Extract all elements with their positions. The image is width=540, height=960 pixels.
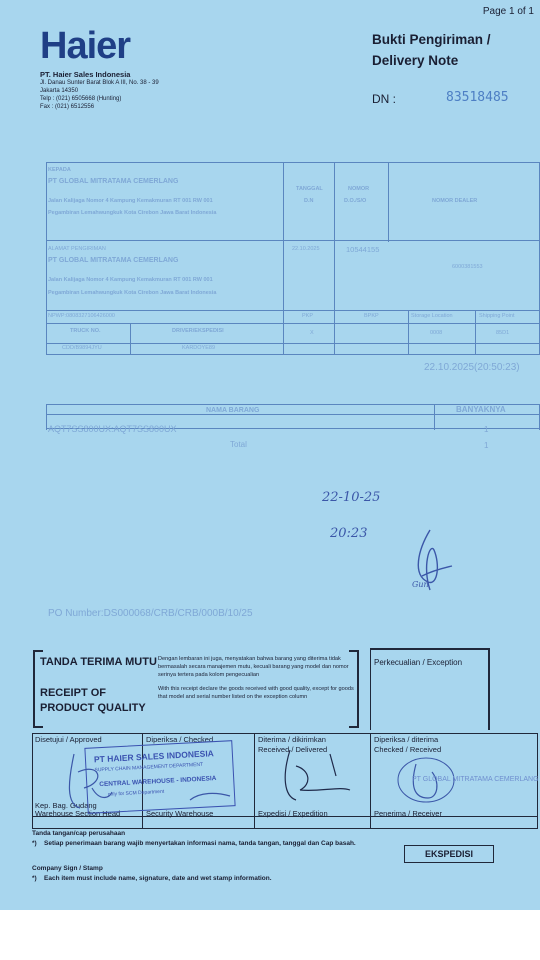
stamp-line-1: PT HAIER SALES INDONESIA <box>93 748 215 765</box>
receipt-title-en: RECEIPT OF PRODUCT QUALITY <box>40 687 146 714</box>
po-number: PO Number:DS000068/CRB/CRB/000B/10/25 <box>48 608 253 619</box>
sig-checked-label: Diperiksa / Checked <box>146 735 214 744</box>
footer-sign-label: Tanda tangan/cap perusahaan <box>32 830 126 837</box>
title-line-1: Bukti Pengiriman / <box>372 32 491 47</box>
recipient-label: KEPADA <box>48 167 71 173</box>
timestamp: 22.10.2025(20:50:23) <box>424 362 520 373</box>
receipt-text-id: Dengan lembaran ini juga, menyatakan bahwa barang yang diterima tidak bermasalah secara manajemen mutu, kecuali barang yang model dan nomor serinya tertera pada kolom pengecualian <box>158 656 349 678</box>
truck-value: CDD/B9894JYU <box>62 345 102 351</box>
dn-label: DN : <box>372 92 396 106</box>
approver-signature <box>40 742 250 818</box>
nomor-value: 10544155 <box>346 245 380 254</box>
sig-approved-label: Disetujui / Approved <box>35 735 102 744</box>
company-name: PT. Haier Sales Indonesia <box>40 70 131 79</box>
sig-received-label-1: Diperiksa / diterima <box>374 735 439 744</box>
tanggal-sub: D.N <box>304 198 314 204</box>
total-qty: 1 <box>484 441 489 450</box>
npwp: NPWP:0808327106426000 <box>48 313 115 319</box>
shipto-label: ALAMAT PENGIRIMAN <box>48 246 106 252</box>
footer-asterisk-1: *) <box>32 840 37 847</box>
nomor-header: NOMOR <box>348 186 370 192</box>
driver-label: DRIVER/EKSPEDISI <box>172 328 224 334</box>
pkp-value: X <box>310 330 314 336</box>
exception-label: Perkecualian / Exception <box>374 658 463 667</box>
storage-header: Storage Location <box>411 313 453 319</box>
item-qty: 1 <box>484 425 489 434</box>
shipping-value: 85D1 <box>496 330 510 336</box>
title-line-2: Delivery Note <box>372 53 459 68</box>
receipt-title-id: TANDA TERIMA MUTU <box>40 656 157 668</box>
company-phone: Telp : (021) 6505668 (Hunting) <box>40 96 122 102</box>
haier-logo: Haier <box>40 25 131 67</box>
recipient-address-2: Pegambiran Lemahwungkuk Kota Cirebon Jawa Barat Indonesia <box>48 210 217 216</box>
footer-note-id: Setiap penerimaan barang wajib menyertakan informasi nama, tanda tangan, tanggal dan Cap basah. <box>44 840 356 847</box>
sig-section-head-1: Kep. Bag. Gudang <box>35 801 97 810</box>
company-address-2: Jakarta 14350 <box>40 88 79 94</box>
tanggal-value: 22.10.2025 <box>292 246 320 252</box>
storage-value: 0008 <box>430 330 443 336</box>
sig-expedition: Expedisi / Expedition <box>258 809 328 818</box>
ekspedisi-box: EKSPEDISI <box>404 845 494 863</box>
handwritten-signature <box>400 520 460 610</box>
bpkp-header: BPKP <box>364 313 379 319</box>
tanggal-header: TANGGAL <box>296 186 323 192</box>
sig-received-label-2: Checked / Received <box>374 745 442 754</box>
sig-delivered-label-1: Diterima / dikirimkan <box>258 735 326 744</box>
dn-number: 83518485 <box>446 90 509 105</box>
pkp-header: PKP <box>302 313 314 319</box>
shipping-header: Shipping Point <box>479 313 515 319</box>
shipto-address-1: Jalan Kalijaga Nomor 4 Kampung Kemakmuran RT 001 RW 001 <box>48 277 213 283</box>
receipt-text-en: With this receipt declare the goods received with good quality, except for goods that model and serial number listed on the exception column <box>158 686 354 700</box>
footer-note-en: Each item must include name, signature, date and wet stamp information. <box>44 875 272 882</box>
item-name: AQT7SS800UX:AQT7SS800UX <box>48 424 177 434</box>
sig-receiver: Penerima / Receiver <box>374 809 442 818</box>
sig-security: Security Warehouse <box>146 809 214 818</box>
driver-value: KARDOYE89 <box>182 345 216 351</box>
shipto-name: PT GLOBAL MITRATAMA CEMERLANG <box>48 257 179 264</box>
expedition-signature <box>270 740 370 810</box>
dealer-value: 6000381553 <box>452 264 483 270</box>
recipient-address-1: Jalan Kalijaga Nomor 4 Kampung Kemakmuran RT 001 RW 001 <box>48 198 213 204</box>
total-label: Total <box>230 440 247 449</box>
recipient-name: PT GLOBAL MITRATAMA CEMERLANG <box>48 178 179 185</box>
receiver-stamp: PT GLOBAL MITRATAMA CEMERLANG <box>412 776 539 783</box>
truck-label: TRUCK NO. <box>70 328 101 334</box>
footer-asterisk-2: *) <box>32 875 37 882</box>
page-label: Page 1 of 1 <box>482 6 534 17</box>
col-nama-barang: NAMA BARANG <box>206 407 260 414</box>
company-address-1: Jl. Danau Sunter Barat Blok A III, No. 38 - 39 <box>40 80 159 86</box>
sig-delivered-label-2: Received / Delivered <box>258 745 328 754</box>
stamp-line-2: SUPPLY CHAIN MANAGEMENT DEPARTMENT <box>94 761 204 774</box>
stamp-line-3: CENTRAL WAREHOUSE - INDONESIA <box>99 775 217 789</box>
nomor-sub: D.O./S/O <box>344 198 367 204</box>
signature-name: Gun <box>412 580 429 589</box>
col-banyaknya: BANYAKNYA <box>456 405 506 414</box>
stamp-line-4: only for SCM Department <box>107 788 165 798</box>
handwritten-date: 22-10-25 <box>322 490 381 505</box>
footer-sign-label-en: Company Sign / Stamp <box>32 865 103 872</box>
dealer-header: NOMOR DEALER <box>432 198 478 204</box>
sig-section-head-2: Warehouse Section Head <box>35 809 121 818</box>
company-fax: Fax : (021) 6512556 <box>40 104 95 110</box>
handwritten-time: 20:23 <box>330 526 368 541</box>
shipto-address-2: Pegambiran Lemahwungkuk Kota Cirebon Jawa Barat Indonesia <box>48 290 217 296</box>
